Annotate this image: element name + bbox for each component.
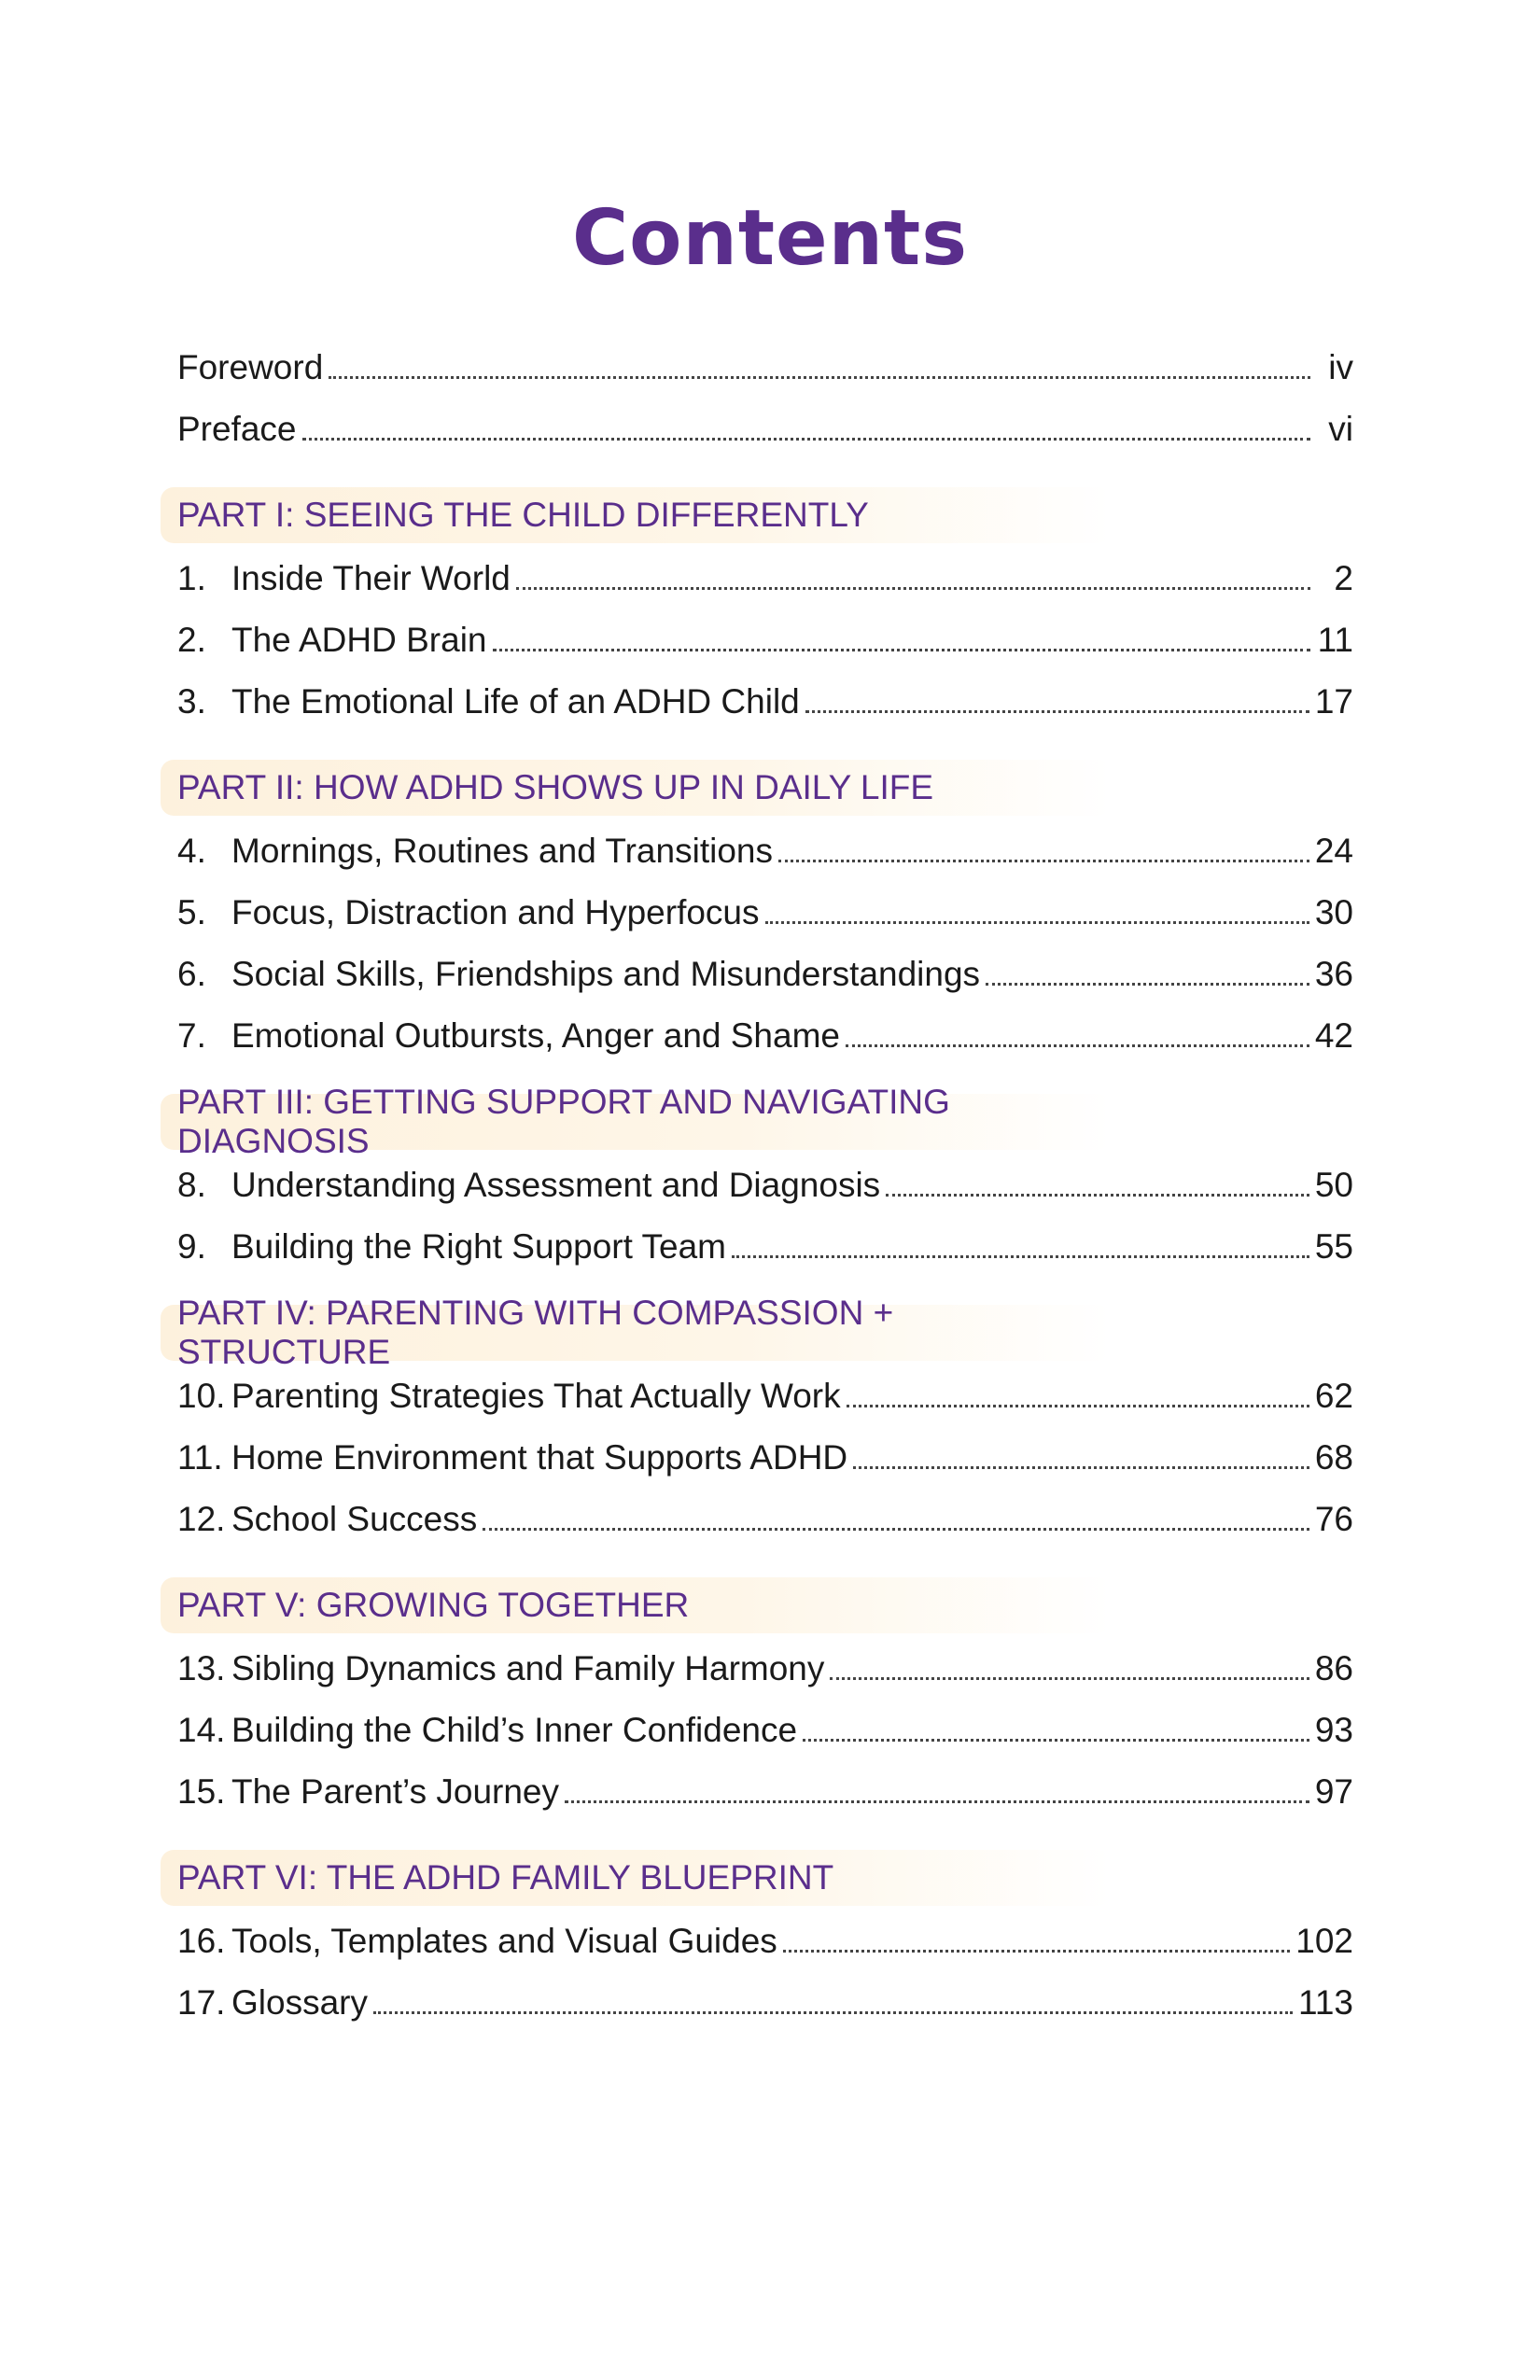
chapter-number: 13. — [177, 1648, 226, 1687]
part-heading: PART VI: THE ADHD FAMILY BLUEPRINT — [161, 1850, 1111, 1906]
toc-entry-page: 97 — [1314, 1771, 1353, 1811]
chapter-number: 7. — [177, 1015, 206, 1055]
toc-entry-page: 102 — [1295, 1921, 1353, 1960]
toc-entry[interactable] — [177, 1637, 1353, 1699]
toc-entry[interactable] — [177, 609, 1353, 670]
toc-entry-title: Focus, Distraction and Hyperfocus — [231, 892, 760, 931]
toc-entry-page: 113 — [1298, 1982, 1353, 2022]
toc-entry-page: 68 — [1314, 1437, 1353, 1477]
toc-entry-title: Preface — [177, 409, 297, 448]
toc-entry[interactable] — [177, 1365, 1353, 1426]
dot-leader — [783, 1949, 1290, 1953]
toc-entry-page: 36 — [1314, 954, 1353, 993]
chapter-number: 12. — [177, 1499, 226, 1538]
toc-entry[interactable] — [177, 1004, 1353, 1066]
dot-leader — [778, 859, 1309, 862]
toc-entry-title: Emotional Outbursts, Anger and Shame — [231, 1015, 840, 1055]
chapter-number: 3. — [177, 681, 206, 721]
dot-leader — [516, 586, 1310, 590]
toc-entry-title: The ADHD Brain — [231, 620, 487, 659]
toc-entry-title: Sibling Dynamics and Family Harmony — [231, 1648, 825, 1687]
toc-entry-title: Understanding Assessment and Diagnosis — [231, 1165, 881, 1204]
chapter-number: 6. — [177, 954, 206, 993]
part-heading: PART I: SEEING THE CHILD DIFFERENTLY — [161, 487, 1111, 543]
chapter-number: 11. — [177, 1437, 223, 1477]
part-heading: PART II: HOW ADHD SHOWS UP IN DAILY LIFE — [161, 760, 1111, 816]
dot-leader — [493, 648, 1311, 651]
chapter-number: 15. — [177, 1771, 226, 1811]
dot-leader — [846, 1043, 1309, 1047]
toc-entry-title: Foreword — [177, 347, 324, 386]
dot-leader — [847, 1404, 1309, 1407]
toc-entry-title: Home Environment that Supports ADHD — [231, 1437, 848, 1477]
toc-entry[interactable] — [177, 943, 1353, 1004]
dot-leader — [302, 437, 1310, 441]
dot-leader — [830, 1676, 1309, 1680]
toc-entry-page: 50 — [1314, 1165, 1353, 1204]
toc-entry-page: 24 — [1314, 831, 1353, 870]
toc-entry-title: Social Skills, Friendships and Misunderstandings — [231, 954, 981, 993]
part-heading: PART III: GETTING SUPPORT AND NAVIGATING DIAGNOSIS — [161, 1094, 1111, 1150]
part-heading: PART IV: PARENTING WITH COMPASSION + STRUCTURE — [161, 1305, 1111, 1361]
toc-entry-page: 86 — [1314, 1648, 1353, 1687]
toc-entry-title: Building the Child’s Inner Confidence — [231, 1710, 798, 1749]
toc-entry-title: The Emotional Life of an ADHD Child — [231, 681, 800, 721]
dot-leader — [986, 982, 1309, 986]
toc-entry[interactable] — [177, 819, 1353, 881]
toc-entry-page: 76 — [1314, 1499, 1353, 1538]
toc-entry[interactable] — [177, 1215, 1353, 1277]
toc-entry[interactable] — [177, 1154, 1353, 1215]
dot-leader — [853, 1465, 1309, 1469]
table-of-contents — [177, 336, 1353, 2033]
dot-leader — [805, 709, 1309, 713]
toc-entry-page: 30 — [1314, 892, 1353, 931]
chapter-number: 4. — [177, 831, 206, 870]
toc-entry-title: Parenting Strategies That Actually Work — [231, 1376, 841, 1415]
toc-entry-page: 17 — [1314, 681, 1353, 721]
toc-entry[interactable] — [177, 1971, 1353, 2033]
dot-leader — [565, 1799, 1309, 1803]
chapter-number: 2. — [177, 620, 206, 659]
part-heading: PART V: GROWING TOGETHER — [161, 1577, 1111, 1633]
toc-entry-page: 62 — [1314, 1376, 1353, 1415]
page-title: Contents — [571, 194, 969, 283]
toc-entry-title: Building the Right Support Team — [231, 1226, 726, 1266]
dot-leader — [483, 1527, 1309, 1531]
toc-entry[interactable] — [177, 1426, 1353, 1488]
dot-leader — [886, 1193, 1309, 1197]
toc-entry-page: iv — [1328, 347, 1353, 386]
toc-entry-page: 11 — [1317, 620, 1353, 659]
toc-entry-title: Mornings, Routines and Transitions — [231, 831, 773, 870]
dot-leader — [803, 1738, 1309, 1742]
toc-entry[interactable] — [177, 547, 1353, 609]
chapter-number: 17. — [177, 1982, 226, 2022]
dot-leader — [329, 375, 1310, 379]
toc-entry-title: Tools, Templates and Visual Guides — [231, 1921, 777, 1960]
toc-entry-page: 55 — [1314, 1226, 1353, 1266]
toc-entry-title: Inside Their World — [231, 558, 511, 597]
toc-entry[interactable] — [177, 1488, 1353, 1549]
toc-entry-preface[interactable] — [177, 398, 1353, 459]
toc-entry-title: School Success — [231, 1499, 478, 1538]
toc-entry-foreword[interactable] — [177, 336, 1353, 398]
chapter-number: 1. — [177, 558, 206, 597]
toc-entry-title: Glossary — [231, 1982, 368, 2022]
toc-entry-page: 42 — [1314, 1015, 1353, 1055]
toc-entry-page: 2 — [1334, 558, 1353, 597]
toc-entry[interactable] — [177, 670, 1353, 732]
dot-leader — [732, 1254, 1309, 1258]
chapter-number: 9. — [177, 1226, 206, 1266]
chapter-number: 5. — [177, 892, 206, 931]
chapter-number: 10. — [177, 1376, 226, 1415]
toc-entry-title: The Parent’s Journey — [231, 1771, 560, 1811]
toc-entry-page: 93 — [1314, 1710, 1353, 1749]
dot-leader — [765, 920, 1309, 924]
toc-entry-page: vi — [1328, 409, 1353, 448]
toc-entry[interactable] — [177, 1910, 1353, 1971]
toc-entry[interactable] — [177, 881, 1353, 943]
toc-entry[interactable] — [177, 1760, 1353, 1822]
chapter-number: 8. — [177, 1165, 206, 1204]
chapter-number: 16. — [177, 1921, 226, 1960]
toc-entry[interactable] — [177, 1699, 1353, 1760]
dot-leader — [373, 2010, 1293, 2014]
chapter-number: 14. — [177, 1710, 226, 1749]
